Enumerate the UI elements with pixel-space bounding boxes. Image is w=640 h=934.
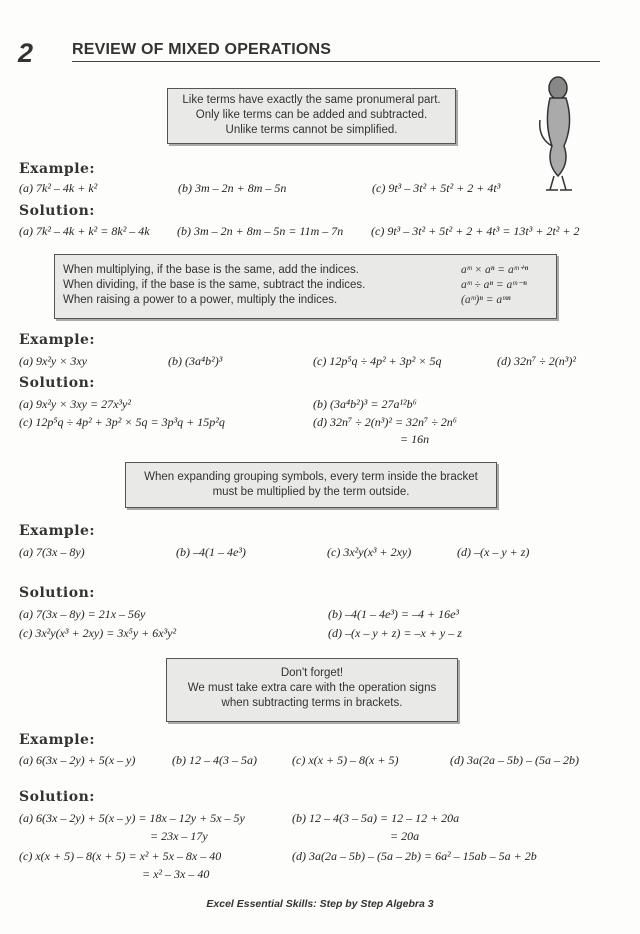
solution-item: (d) –(x – y + z) = –x + y – z bbox=[328, 626, 462, 640]
dont-forget-box bbox=[166, 658, 458, 722]
solution-item: = 20a bbox=[390, 829, 420, 843]
rule-formula: (aᵐ)ⁿ = aᵐⁿ bbox=[461, 294, 511, 306]
solution-item: (b) 12 – 4(3 – 5a) = 12 – 12 + 20a bbox=[292, 811, 460, 825]
rule-formula: aᵐ × aⁿ = aᵐ⁺ⁿ bbox=[461, 264, 529, 276]
example-item: (d) 3a(2a – 5b) – (5a – 2b) bbox=[450, 753, 579, 767]
example-item: (c) 3x²y(x³ + 2xy) bbox=[327, 545, 412, 559]
title-rule bbox=[72, 61, 600, 62]
rule-text: When multiplying, if the base is the same, add the indices. bbox=[63, 264, 359, 276]
example-item: (a) 6(3x – 2y) + 5(x – y) bbox=[19, 753, 136, 767]
box-line: Like terms have exactly the same pronumeral part. bbox=[182, 94, 441, 106]
rule-formula: aᵐ ÷ aⁿ = aᵐ⁻ⁿ bbox=[461, 279, 527, 291]
page-title: REVIEW OF MIXED OPERATIONS bbox=[72, 41, 332, 58]
solution-item: (a) 7k² – 4k + k² = 8k² – 4k bbox=[19, 224, 150, 238]
solution-heading: Solution: bbox=[19, 789, 95, 805]
box-line: Don't forget! bbox=[280, 667, 344, 679]
example-item: (d) 32n⁷ ÷ 2(n³)² bbox=[497, 354, 576, 368]
box-line: must be multiplied by the term outside. bbox=[212, 486, 410, 498]
example-item: (b) –4(1 – 4e³) bbox=[176, 545, 246, 559]
grouping-symbols-box bbox=[125, 462, 497, 508]
solution-item: (b) –4(1 – 4e³) = –4 + 16e³ bbox=[328, 607, 460, 621]
solution-item: (d) 32n⁷ ÷ 2(n³)² = 32n⁷ ÷ 2n⁶ bbox=[313, 415, 457, 429]
example-item: (a) 7(3x – 8y) bbox=[19, 545, 85, 559]
example-item: (a) 9x²y × 3xy bbox=[19, 354, 87, 368]
solution-item: (b) 3m – 2n + 8m – 5n = 11m – 7n bbox=[177, 224, 344, 238]
solution-heading: Solution: bbox=[19, 375, 95, 391]
example-heading: Example: bbox=[19, 523, 96, 539]
box-line: We must take extra care with the operation signs bbox=[187, 682, 437, 694]
solution-heading: Solution: bbox=[19, 585, 95, 601]
like-terms-box bbox=[167, 88, 456, 144]
solution-item: = 16n bbox=[400, 432, 430, 446]
solution-item: (c) 9t³ – 3t² + 5t² + 2 + 4t³ = 13t³ + 2t² + 2 bbox=[371, 224, 580, 238]
example-item: (d) –(x – y + z) bbox=[457, 545, 530, 559]
example-item: (b) (3a⁴b²)³ bbox=[168, 354, 223, 368]
example-item: (b) 12 – 4(3 – 5a) bbox=[172, 753, 257, 767]
solution-item: (d) 3a(2a – 5b) – (5a – 2b) = 6a² – 15ab – 5a + 2b bbox=[292, 849, 537, 863]
solution-item: (a) 9x²y × 3xy = 27x³y² bbox=[19, 397, 131, 411]
box-line: Unlike terms cannot be simplified. bbox=[225, 124, 398, 136]
solution-item: = 23x – 17y bbox=[150, 829, 208, 843]
example-item: (b) 3m – 2n + 8m – 5n bbox=[178, 181, 287, 195]
page-footer: Excel Essential Skills: Step by Step Algebra 3 bbox=[206, 898, 434, 910]
example-item: (c) 9t³ – 3t² + 5t² + 2 + 4t³ bbox=[372, 181, 501, 195]
example-heading: Example: bbox=[19, 161, 96, 177]
solution-item: (c) x(x + 5) – 8(x + 5) = x² + 5x – 8x – 40 bbox=[19, 849, 222, 863]
rule-text: When raising a power to a power, multiply the indices. bbox=[63, 294, 338, 306]
solution-item: = x² – 3x – 40 bbox=[142, 867, 210, 881]
box-line: when subtracting terms in brackets. bbox=[221, 697, 403, 709]
example-item: (c) 12p⁵q ÷ 4p² + 3p² × 5q bbox=[313, 354, 442, 368]
example-heading: Example: bbox=[19, 332, 96, 348]
example-heading: Example: bbox=[19, 732, 96, 748]
example-item: (c) x(x + 5) – 8(x + 5) bbox=[292, 753, 399, 767]
chapter-number: 2 bbox=[18, 38, 34, 68]
example-item: (a) 7k² – 4k + k² bbox=[19, 181, 98, 195]
box-line: Only like terms can be added and subtracted. bbox=[195, 109, 428, 121]
index-laws-box bbox=[54, 254, 557, 319]
solution-item: (a) 7(3x – 8y) = 21x – 56y bbox=[19, 607, 146, 621]
solution-item: (c) 12p⁵q ÷ 4p² + 3p² × 5q = 3p³q + 15p²q bbox=[19, 415, 225, 429]
figure-illustration bbox=[528, 68, 586, 192]
solution-item: (c) 3x²y(x³ + 2xy) = 3x⁵y + 6x³y² bbox=[19, 626, 177, 640]
solution-item: (a) 6(3x – 2y) + 5(x – y) = 18x – 12y + 5x – 5y bbox=[19, 811, 245, 825]
solution-item: (b) (3a⁴b²)³ = 27a¹²b⁶ bbox=[313, 397, 417, 411]
rule-text: When dividing, if the base is the same, subtract the indices. bbox=[63, 279, 366, 291]
solution-heading: Solution: bbox=[19, 203, 95, 219]
box-line: When expanding grouping symbols, every term inside the bracket bbox=[144, 471, 478, 483]
